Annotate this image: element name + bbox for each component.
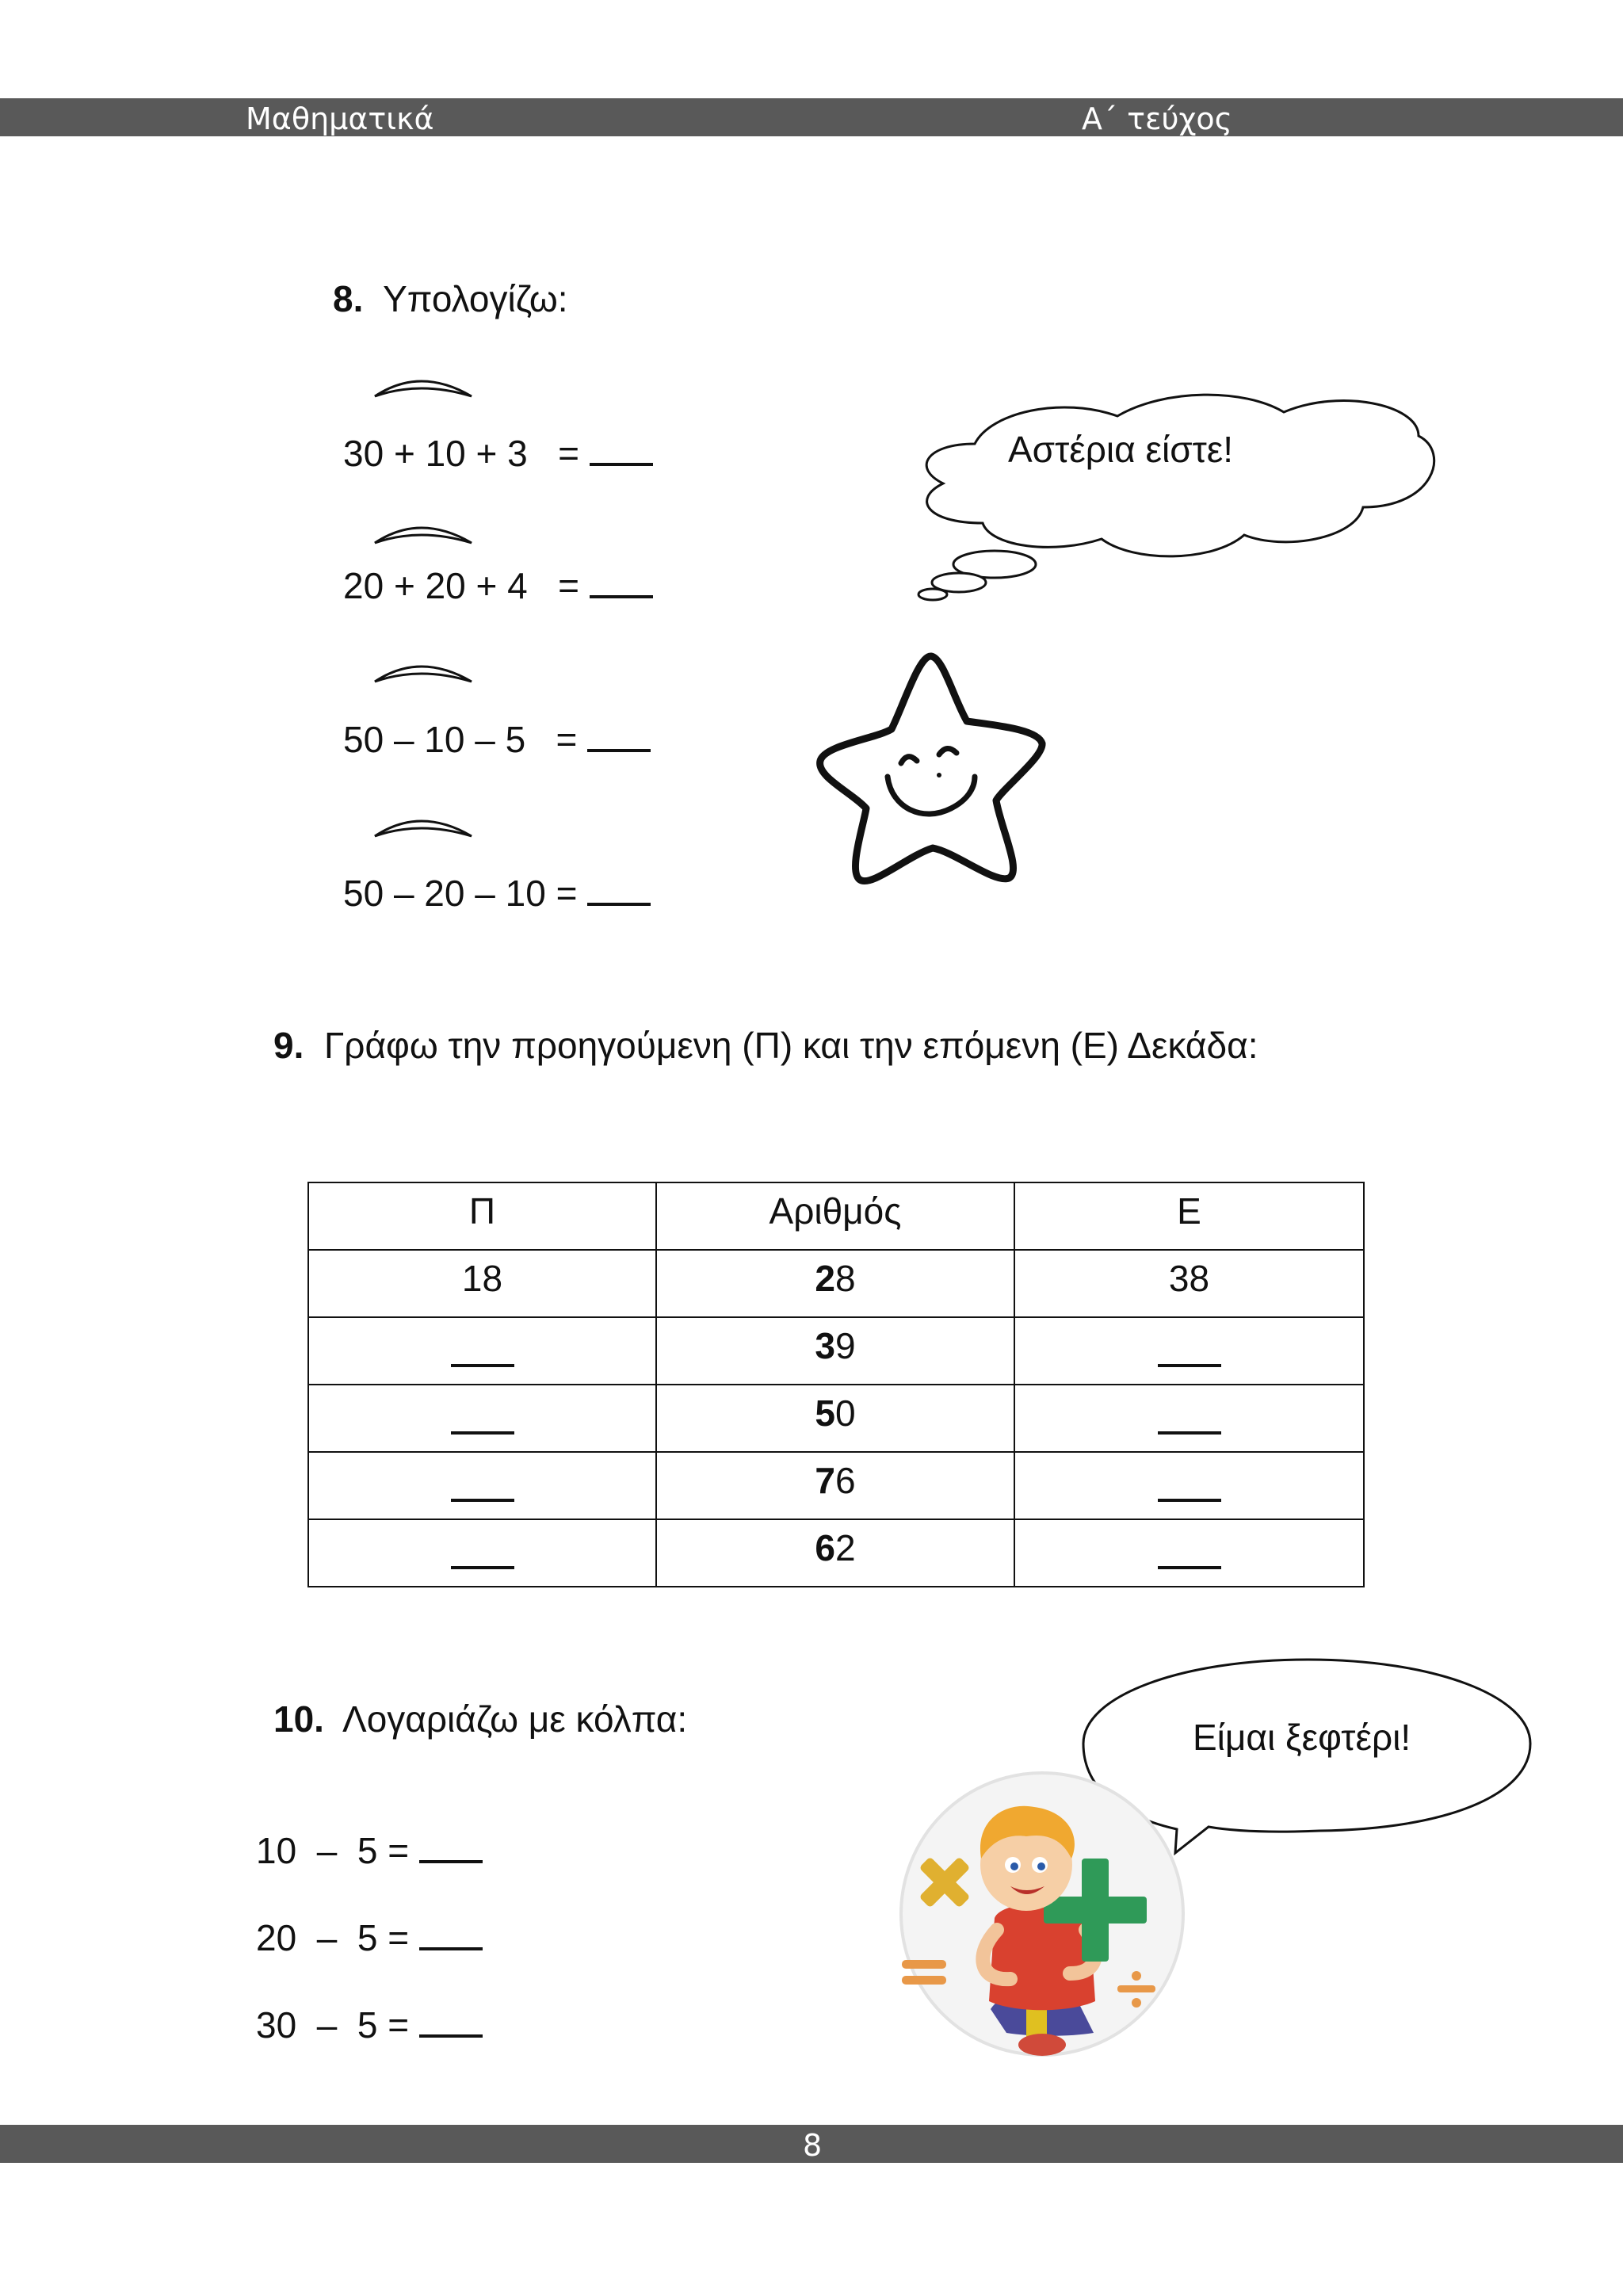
prev-cell[interactable]	[308, 1317, 656, 1385]
calc-row-2	[343, 564, 653, 607]
cloud-bubble-text: Αστέρια είστε!	[1008, 429, 1234, 470]
answer-blank-3[interactable]	[587, 719, 651, 752]
speech-bubble-text: Είμαι ξεφτέρι!	[1193, 1717, 1411, 1758]
calc-expr-2: 20 + 20 + 4 =	[343, 565, 579, 606]
number-cell	[656, 1519, 1014, 1587]
trick-expr-1: 10 – 5 =	[256, 1830, 410, 1871]
number-cell	[656, 1317, 1014, 1385]
header-next: Ε	[1014, 1182, 1364, 1250]
table-row	[308, 1250, 1364, 1317]
next-cell[interactable]	[1014, 1385, 1364, 1452]
tens-digit: 6	[815, 1527, 835, 1568]
next-blank[interactable]	[1158, 1459, 1221, 1502]
answer-blank-4[interactable]	[587, 873, 651, 906]
table-row	[308, 1317, 1364, 1385]
section8-number: 8.	[333, 278, 364, 319]
next-cell[interactable]	[1014, 1317, 1364, 1385]
arc-icon-4	[372, 812, 475, 844]
trick-row-1	[256, 1829, 483, 1872]
header-volume: Α΄ τεύχος	[1082, 101, 1232, 136]
prev-blank[interactable]	[451, 1392, 514, 1435]
section10-title: Λογαριάζω με κόλπα:	[342, 1698, 688, 1740]
table-header-row	[308, 1182, 1364, 1250]
tens-digit: 3	[815, 1325, 835, 1366]
prev-cell[interactable]	[308, 1452, 656, 1519]
calc-expr-1: 30 + 10 + 3 =	[343, 433, 579, 474]
next-cell[interactable]	[1014, 1452, 1364, 1519]
smiling-star-icon	[812, 650, 1050, 888]
thought-cloud-icon	[911, 388, 1434, 610]
units-digit: 9	[835, 1325, 856, 1366]
trick-blank-3[interactable]	[419, 2004, 483, 2038]
next-blank[interactable]	[1158, 1526, 1221, 1569]
prev-blank[interactable]	[451, 1324, 514, 1367]
units-digit: 0	[835, 1392, 856, 1434]
tens-table	[307, 1182, 1365, 1587]
next-blank[interactable]	[1158, 1324, 1221, 1367]
prev-blank[interactable]	[451, 1526, 514, 1569]
next-cell: 38	[1014, 1250, 1364, 1317]
arc-icon-2	[372, 519, 475, 551]
footer-bar	[0, 2125, 1623, 2163]
trick-row-3	[256, 2004, 483, 2046]
prev-cell[interactable]	[308, 1385, 656, 1452]
trick-blank-2[interactable]	[419, 1917, 483, 1950]
table-row	[308, 1452, 1364, 1519]
calc-row-4	[343, 872, 651, 915]
trick-expr-2: 20 – 5 =	[256, 1917, 410, 1958]
calc-expr-4: 50 – 20 – 10 =	[343, 873, 578, 914]
header-number: Αριθμός	[656, 1182, 1014, 1250]
trick-blank-1[interactable]	[419, 1830, 483, 1863]
arc-icon-3	[372, 658, 475, 690]
prev-blank[interactable]	[451, 1459, 514, 1502]
trick-row-2	[256, 1916, 483, 1959]
next-blank[interactable]	[1158, 1392, 1221, 1435]
section10-heading	[273, 1698, 687, 1740]
section9-number: 9.	[273, 1025, 304, 1066]
calc-row-3	[343, 718, 651, 761]
answer-blank-1[interactable]	[590, 433, 653, 466]
units-digit: 8	[835, 1258, 856, 1299]
section9-heading	[273, 1024, 1258, 1067]
section8-title: Υπολογίζω:	[383, 278, 568, 319]
calc-expr-3: 50 – 10 – 5 =	[343, 719, 578, 760]
units-digit: 6	[835, 1460, 856, 1501]
next-cell[interactable]	[1014, 1519, 1364, 1587]
page-number: 8	[803, 2128, 823, 2163]
prev-cell: 18	[308, 1250, 656, 1317]
tens-digit: 2	[815, 1258, 835, 1299]
tens-digit: 5	[815, 1392, 835, 1434]
header-bar	[0, 98, 1623, 136]
number-cell	[656, 1452, 1014, 1519]
table-row	[308, 1385, 1364, 1452]
trick-expr-3: 30 – 5 =	[256, 2004, 410, 2046]
section10-number: 10.	[273, 1698, 324, 1740]
header-subject: Μαθηματικά	[246, 101, 434, 136]
boy-math-illustration-icon	[888, 1771, 1205, 2065]
section9-title: Γράφω την προηγούμενη (Π) και την επόμενη (Ε) Δεκάδα:	[323, 1025, 1258, 1066]
prev-cell[interactable]	[308, 1519, 656, 1587]
section8-heading	[333, 277, 568, 320]
units-digit: 2	[835, 1527, 856, 1568]
calc-row-1	[343, 432, 653, 475]
number-cell	[656, 1250, 1014, 1317]
number-cell	[656, 1385, 1014, 1452]
arc-icon-1	[372, 372, 475, 404]
answer-blank-2[interactable]	[590, 565, 653, 598]
tens-digit: 7	[815, 1460, 835, 1501]
table-row	[308, 1519, 1364, 1587]
header-prev: Π	[308, 1182, 656, 1250]
